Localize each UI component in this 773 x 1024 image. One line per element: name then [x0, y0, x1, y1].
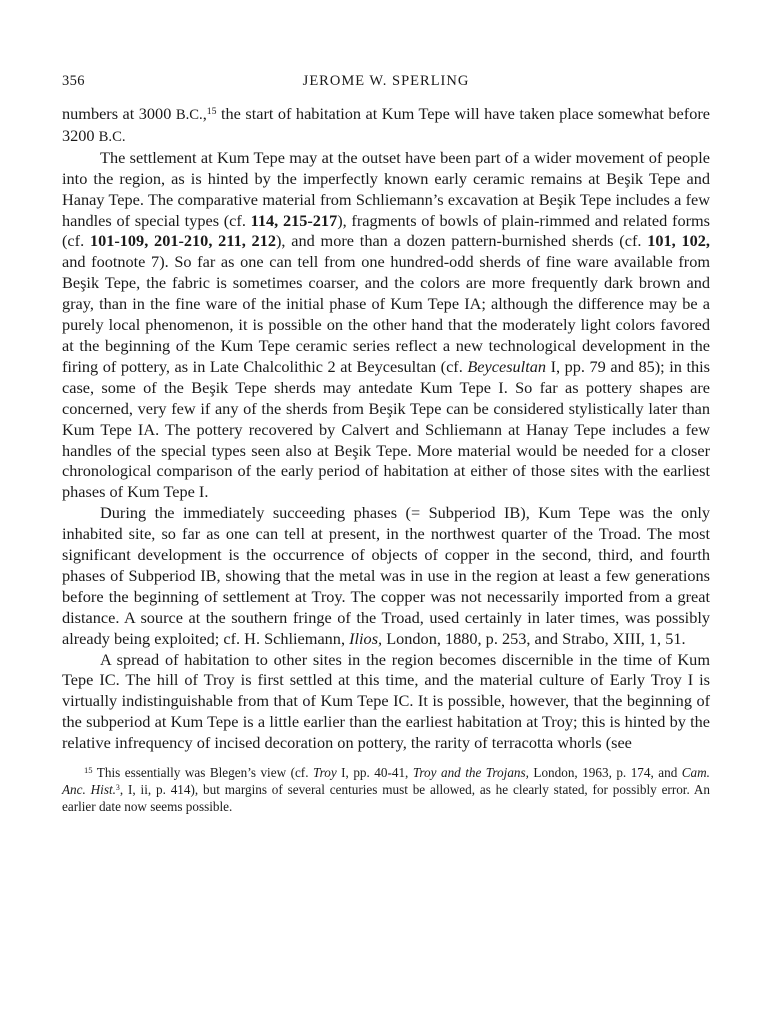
page — [62, 70, 710, 815]
italic-title: Ilios, — [349, 628, 383, 648]
text-run: , — [202, 104, 207, 123]
bold-reference: 101, 102, — [647, 231, 710, 251]
text-run: ), fragments of bowls of plain-rimmed and related forms (cf. — [62, 210, 711, 251]
text-run: During the immediately succeeding phases (= Subperiod IB), Kum Tepe was the only inhabited site, so far as one can tell at present, in the northwest quarter of the Troad. The most significant development is the occurrence of objects of copper in the second, third, and fourth phases of Subperiod IB, showing that the metal was in use in the region at least a few generations before the beginning of settlement at Troy. The copper was not necessarily imported from a great distance. A source at the southern fringe of the Troad, used certainly in later times, was possibly already being exploited; cf. H. Schliemann, — [62, 503, 710, 648]
bold-reference: 101-109, 201-210, 211, 212 — [89, 231, 276, 251]
italic-title: Troy and the Trojans, — [412, 765, 529, 781]
text-run: London, 1963, p. 174, and — [528, 765, 682, 781]
superscript-ref: 15 — [206, 106, 217, 118]
text-run: I, pp. 79 and 85); in this case, some of the Beşik Tepe sherds may antedate Kum Tepe I. So far as pottery shapes are concerned, very few if any of the sherds from Beşik Tepe can be considered stylistically later than Kum Tepe IA. The pottery recovered by Calvert and Schliemann at Hanay Tepe includes a few handles of the special types seen also at Beşik Tepe. More material would be needed for a closer chronological comparison of the early period of habitation at either of those sites with the earliest phases of Kum Tepe I. — [62, 356, 710, 502]
page-number: 356 — [62, 73, 85, 89]
running-title: JEROME W. SPERLING — [302, 73, 470, 89]
text-run: London, 1880, p. 253, and Strabo, XIII, 1, 51. — [382, 628, 686, 648]
text-run: This essentially was Blegen’s view (cf. — [92, 765, 313, 781]
paragraph — [62, 104, 710, 148]
bold-reference: 114, 215-217 — [250, 210, 338, 230]
body-text — [62, 104, 710, 754]
text-run: A spread of habitation to other sites in the region becomes discernible in the time of Kum Tepe IC. The hill of Troy is first settled at this time, and the material culture of Early Troy I is virtually indistinguishable from that of Kum Tepe IC. It is possible, however, that the beginning of the subperiod at Kum Tepe is a little earlier than the earliest habitation at Troy; this is hinted by the relative infrequency of incised decoration on pottery, the rarity of terracotta whorls (see — [62, 649, 710, 753]
text-run: numbers at 3000 — [62, 104, 176, 123]
running-head — [62, 70, 710, 96]
text-run: , I, ii, p. 414), but margins of several centuries must be allowed, as he clearly stated, for possibly error. An earlier date now seems possible. — [62, 782, 710, 815]
text-run: the start of habitation at Kum Tepe will have taken place somewhat before 3200 — [62, 104, 710, 145]
text-run: ), and more than a dozen pattern-burnished sherds (cf. — [275, 231, 648, 251]
italic-title: Troy — [312, 765, 337, 781]
small-caps-era: B.C. — [175, 107, 203, 123]
superscript-ref: 3 — [115, 783, 120, 793]
footnotes — [62, 764, 710, 815]
text-run: The settlement at Kum Tepe may at the outset have been part of a wider movement of people into the region, as is hinted by the imperfectly known early ceramic remains at Beşik Tepe and Hanay Tepe. The comparative material from Schliemann’s excavation at Beşik Tepe includes a few handles of special types (cf. — [62, 147, 710, 230]
footnote — [62, 764, 710, 815]
small-caps-era: B.C. — [98, 128, 126, 145]
text-run: and footnote 7). So far as one can tell from one hundred-odd sherds of fine ware available from Beşik Tepe, the fabric is sometimes coarser, and the colors are more frequently dark brown and gray, than in the fine ware of the initial phase of Kum Tepe IA; although the difference may be a purely local phenomenon, it is possible on the other hand that the moderately light colors favored at the beginning of the Kum Tepe ceramic series reflect a new technological development in the firing of pottery, as in Late Chalcolithic 2 at Beycesultan (cf. — [62, 252, 710, 376]
paragraph — [62, 503, 710, 649]
paragraph — [62, 148, 710, 503]
paragraph — [62, 650, 710, 755]
italic-title: Cam. Anc. Hist. — [62, 765, 710, 798]
italic-title: Beycesultan — [467, 356, 547, 376]
text-run: I, pp. 40-41, — [336, 765, 413, 781]
footnote-marker: 15 — [84, 765, 93, 776]
